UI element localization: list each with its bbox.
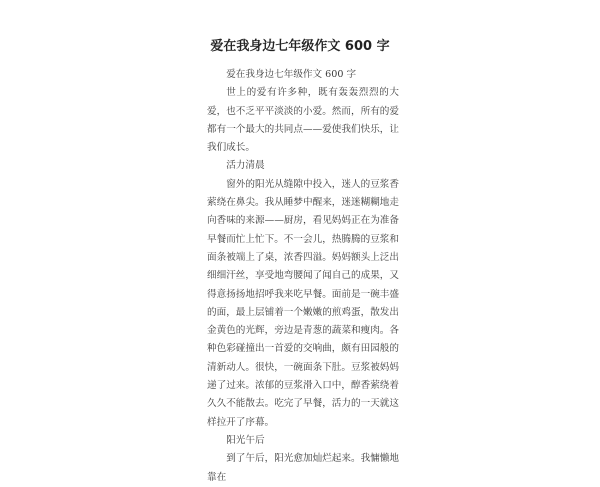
section-heading-afternoon: 阳光午后 xyxy=(226,434,265,446)
subtitle-paragraph: 爱在我身边七年级作文 600 字 xyxy=(226,69,357,80)
document-body xyxy=(207,66,399,487)
afternoon-paragraph: 到了午后，阳光愈加灿烂起来。我慵懒地靠在 xyxy=(207,453,399,483)
intro-paragraph: 世上的爱有许多种，既有轰轰烈烈的大爱，也不乏平平淡淡的小爱。然而，所有的爱都有一个最大的共同点——爱使我们快乐，让我们成长。 xyxy=(207,87,399,154)
section-heading-morning: 活力清晨 xyxy=(226,160,265,172)
morning-paragraph: 窗外的阳光从缝隙中投入，迷人的豆浆香萦绕在鼻尖。我从睡梦中醒来，迷迷糊糊地走向香味的来源——厨房，看见妈妈正在为准备早餐而忙上忙下。不一会儿，热腾腾的豆浆和面条被端上了桌，浓香四溢。妈妈额头上泛出细细汗丝，享受地弯腰闻了闻自己的成果，又得意扬扬地招呼我来吃早餐。面前是一碗丰盛的面，最上层铺着一个嫩嫩的煎鸡蛋，散发出金黄色的光辉，旁边是青葱的蔬菜和瘦肉。各种色彩碰撞出一首爱的交响曲，颇有田园般的清新动人。很快，一碗面条下肚。豆浆被妈妈递了过来。浓郁的豆浆滑入口中，醇香萦绕着久久不能散去。吃完了早餐，活力的一天就这样拉开了序幕。 xyxy=(207,178,399,428)
document-title: 爱在我身边七年级作文 600 字 xyxy=(210,39,390,54)
